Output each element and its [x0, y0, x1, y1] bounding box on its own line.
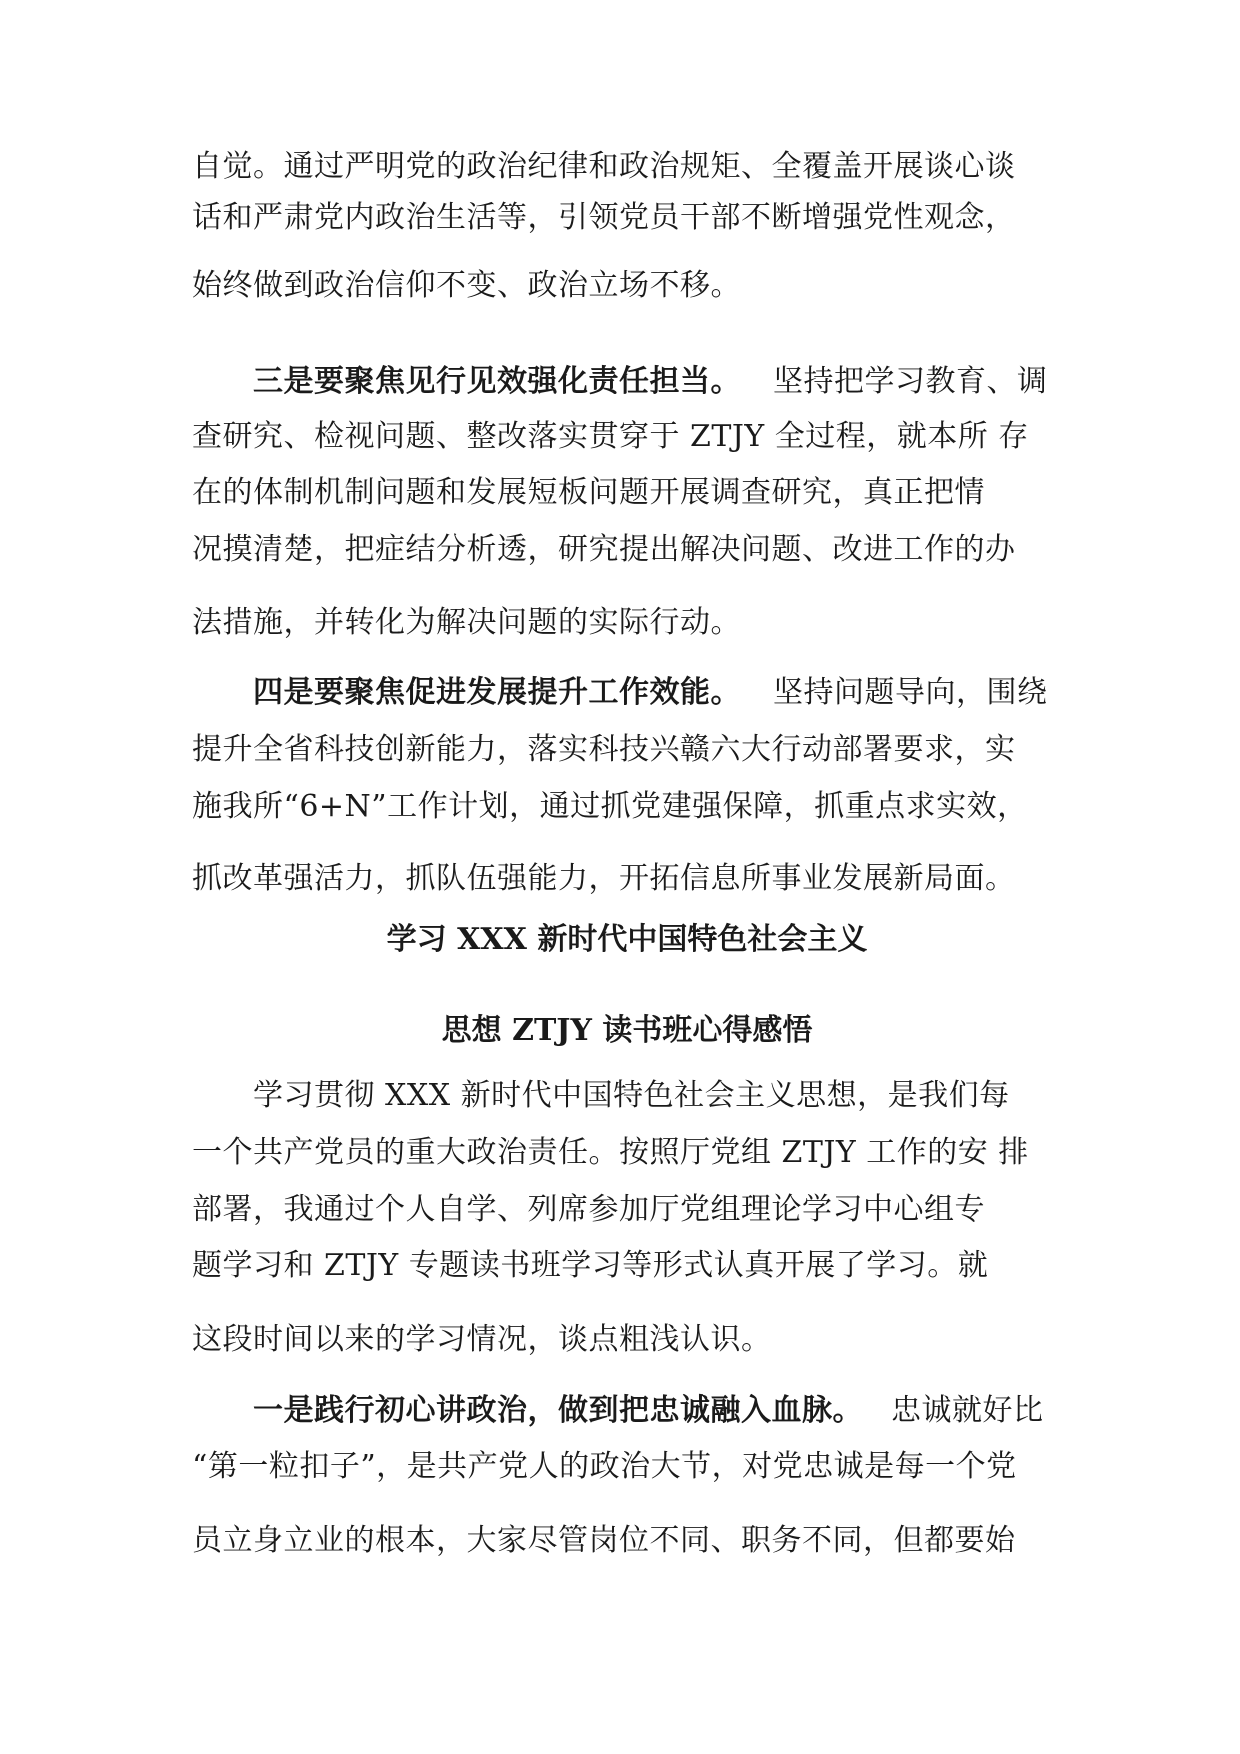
text-line: 这段时间以来的学习情况，谈点粗浅认识。: [192, 1322, 772, 1357]
text-line: 始终做到政治信仰不变、政治立场不移。: [192, 268, 741, 303]
text-line: 查研究、检视问题、整改落实贯穿于 ZTJY 全过程，就本所 存: [192, 419, 1029, 454]
text-line: 法措施，并转化为解决问题的实际行动。: [192, 605, 741, 640]
point-four-first-line: [253, 673, 1062, 713]
text-line: 自觉。通过严明党的政治纪律和政治规矩、全覆盖开展谈心谈: [192, 149, 1016, 184]
text-line: 施我所“6+N”工作计划，通过抓党建强保障，抓重点求实效，: [192, 789, 1028, 824]
point-four-text: 坚持问题导向，围绕: [773, 675, 1048, 710]
text-line: 抓改革强活力，抓队伍强能力，开拓信息所事业发展新局面。: [192, 861, 1016, 896]
text-line: 部署，我通过个人自学、列席参加厅党组理论学习中心组专: [192, 1192, 985, 1227]
point-four-heading: 四是要聚焦促进发展提升工作效能。: [253, 675, 741, 710]
point-one-text: 忠诚就好比: [891, 1393, 1044, 1428]
text-line: 在的体制机制问题和发展短板问题开展调查研究，真正把情: [192, 475, 985, 510]
article-title-line-2: 思想 ZTJY 读书班心得感悟: [441, 1013, 813, 1048]
text-line: “第一粒扣子”，是共产党人的政治大节，对党忠诚是每一个党: [192, 1449, 1017, 1484]
point-three-text: 坚持把学习教育、调: [773, 364, 1048, 399]
point-one-first-line: [253, 1391, 1062, 1431]
text-line: 题学习和 ZTJY 专题读书班学习等形式认真开展了学习。就: [192, 1248, 989, 1283]
text-line: 提升全省科技创新能力，落实科技兴赣六大行动部署要求，实: [192, 732, 1016, 767]
article-title-line-1: 学习 XXX 新时代中国特色社会主义: [386, 922, 868, 957]
point-one-heading: 一是践行初心讲政治，做到把忠诚融入血脉。: [253, 1393, 863, 1428]
text-line: 员立身立业的根本，大家尽管岗位不同、职务不同，但都要始: [192, 1523, 1016, 1558]
point-three-heading: 三是要聚焦见行见效强化责任担当。: [253, 364, 741, 399]
point-three-first-line: [253, 362, 1062, 402]
text-line: 况摸清楚，把症结分析透，研究提出解决问题、改进工作的办: [192, 532, 1016, 567]
text-line: 一个共产党员的重大政治责任。按照厅党组 ZTJY 工作的安 排: [192, 1135, 1029, 1170]
intro-first-line: 学习贯彻 XXX 新时代中国特色社会主义思想，是我们每: [253, 1078, 1010, 1113]
text-line: 话和严肃党内政治生活等，引领党员干部不断增强党性观念，: [192, 200, 1016, 235]
